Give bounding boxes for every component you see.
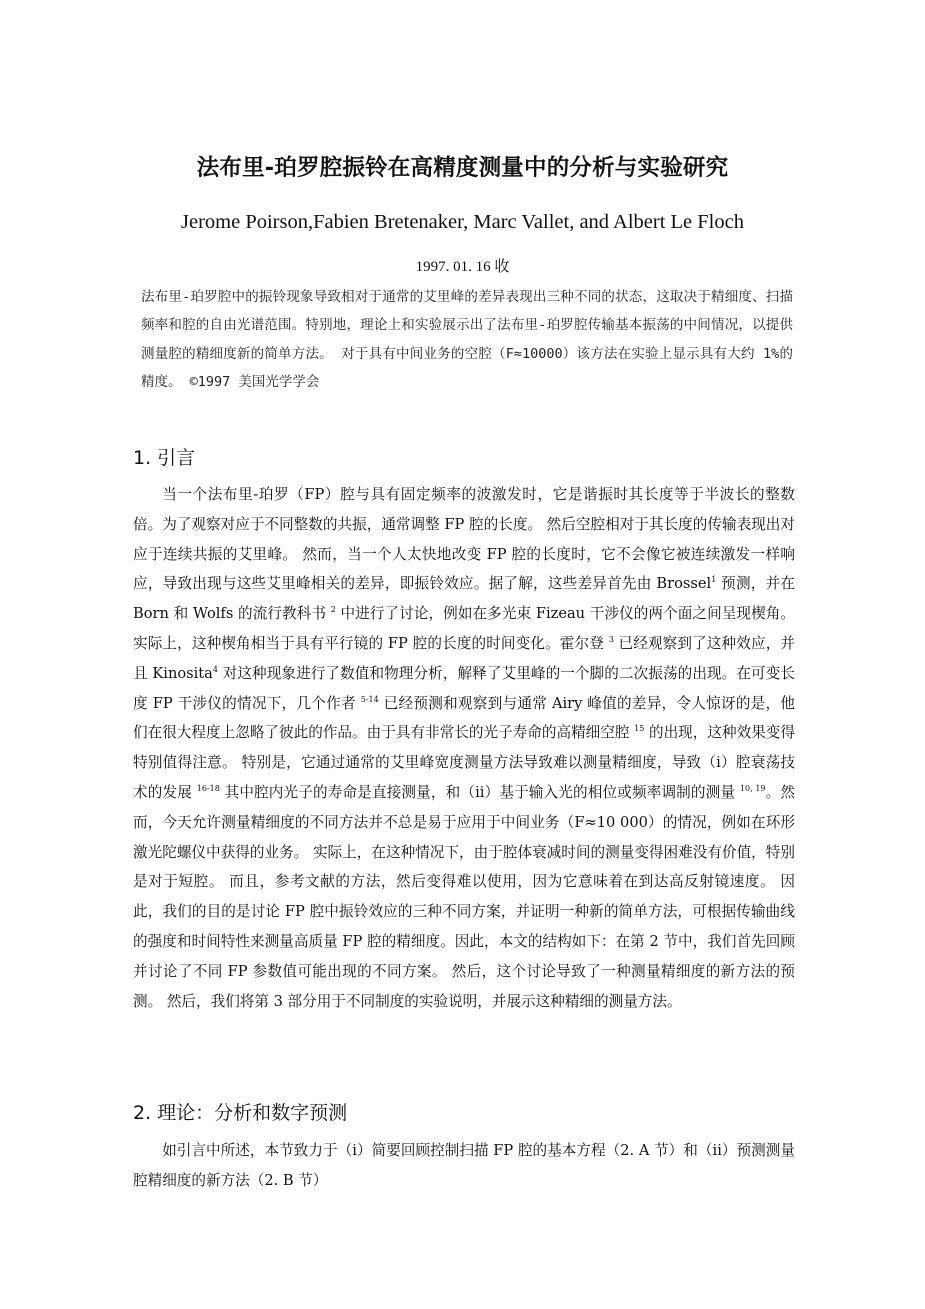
citation-superscript: 1 bbox=[711, 575, 717, 585]
intro-text-segment: 中进行了讨论，例如在多光束 Fizeau 干涉仪的两个面之间呈现楔角。 实际上，这种楔角相当于具有平行镜的 FP 腔的长度的时间变化。霍尔登 bbox=[133, 605, 795, 652]
intro-text-segment: 。然而，今天允许测量精细度的不同方法并不总是易于应用于中间业务（F≈10 000）的情况，例如在环形激光陀螺仪中获得的业务。 实际上，在这种情况下，由于腔体衰减时间的测量变得困难没有价值，特别是对于短腔。 而且，参考文献的方法，然后变得难以使用，因为它意味着在到达高反射镜速度。 因此，我们的目的是讨论 FP 腔中振铃效应的三种不同方案，并证明一种新的简单方法，可根据传输曲线的强度和时间特性来测量高质量 FP 腔的精细度。因此，本文的结构如下：在第 2 节中，我们首先回顾并讨论了不同 FP 参数值可能出现的不同方案。 然后，这个讨论导致了一种测量精细度的新方法的预测。 然后，我们将第 3 部分用于不同制度的实验说明，并展示这种精细的测量方法。 bbox=[133, 783, 795, 1010]
citation-superscript: 5-14 bbox=[360, 694, 379, 704]
intro-text-segment: 预测，并在 Born 和 Wolfs 的流行教科书 bbox=[133, 575, 795, 623]
introduction-paragraph bbox=[133, 480, 795, 1016]
theory-paragraph: 如引言中所述，本节致力于（i）简要回顾控制扫描 FP 腔的基本方程（2. A 节）和（ii）预测测量腔精细度的新方法（2. B 节） bbox=[133, 1142, 795, 1189]
citation-superscript: 4 bbox=[212, 664, 218, 674]
citation-superscript: 3 bbox=[608, 634, 614, 644]
intro-text-segment: 已经观察到了这种效应，并且 Kinosita bbox=[133, 634, 796, 682]
received-date: 1997. 01. 16 收 bbox=[415, 259, 510, 275]
abstract: 法布里-珀罗腔中的振铃现象导致相对于通常的艾里峰的差异表现出三种不同的状态，这取决于精细度、扫描频率和腔的自由光谱范围。特别地，理论上和实验展示出了法布里-珀罗腔传输基本振荡的中间情况，以提供测量腔的精细度新的简单方法。 对于具有中间业务的空腔（F≈10000）该方法在实验上显示具有大约 1%的精度。 ©1997 美国光学学会 bbox=[141, 289, 793, 390]
citation-superscript: 2 bbox=[330, 605, 336, 615]
intro-text-segment: 已经预测和观察到与通常 Airy 峰值的差异，令人惊讶的是，他们在很大程度上忽略了彼此的作品。由于具有非常长的光子寿命的高精细空腔 bbox=[133, 694, 795, 742]
intro-text-segment: 其中腔内光子的寿命是直接测量，和（ii）基于输入光的相位或频率调制的测量 bbox=[219, 783, 740, 801]
intro-text-segment: 对这种现象进行了数值和物理分析，解释了艾里峰的一个脚的二次振荡的出现。在可变长度 FP 干涉仪的情况下，几个作者 bbox=[133, 664, 795, 712]
citation-superscript: 15 bbox=[634, 724, 645, 734]
section-heading-theory: 2. 理论：分析和数字预测 bbox=[133, 1102, 348, 1124]
citation-superscript: 10, 19 bbox=[739, 783, 766, 793]
intro-text-segment: 当一个法布里-珀罗（FP）腔与具有固定频率的波激发时，它是谐振时其长度等于半波长的整数倍。为了观察对应于不同整数的共振，通常调整 FP 腔的长度。 然后空腔相对于其长度的传输表现出对应于连续共振的艾里峰。 然而，当一个人太快地改变 FP 腔的长度时，它不会像它被连续激发一样响应，导致出现与这些艾里峰相关的差异，即振铃效应。据了解，这些差异首先由 Brossel bbox=[133, 486, 795, 593]
author-list: Jerome Poirson,Fabien Bretenaker, Marc Vallet, and Albert Le Floch bbox=[181, 211, 744, 233]
intro-text-segment: 的出现，这种效果变得特别值得注意。 特别是，它通过通常的艾里峰宽度测量方法导致难以测量精细度，导致（i）腔衰荡技术的发展 bbox=[133, 724, 795, 801]
citation-superscript: 16-18 bbox=[196, 783, 220, 793]
section-heading-introduction: 1. 引言 bbox=[133, 447, 196, 469]
paper-title: 法布里-珀罗腔振铃在高精度测量中的分析与实验研究 bbox=[196, 155, 729, 181]
